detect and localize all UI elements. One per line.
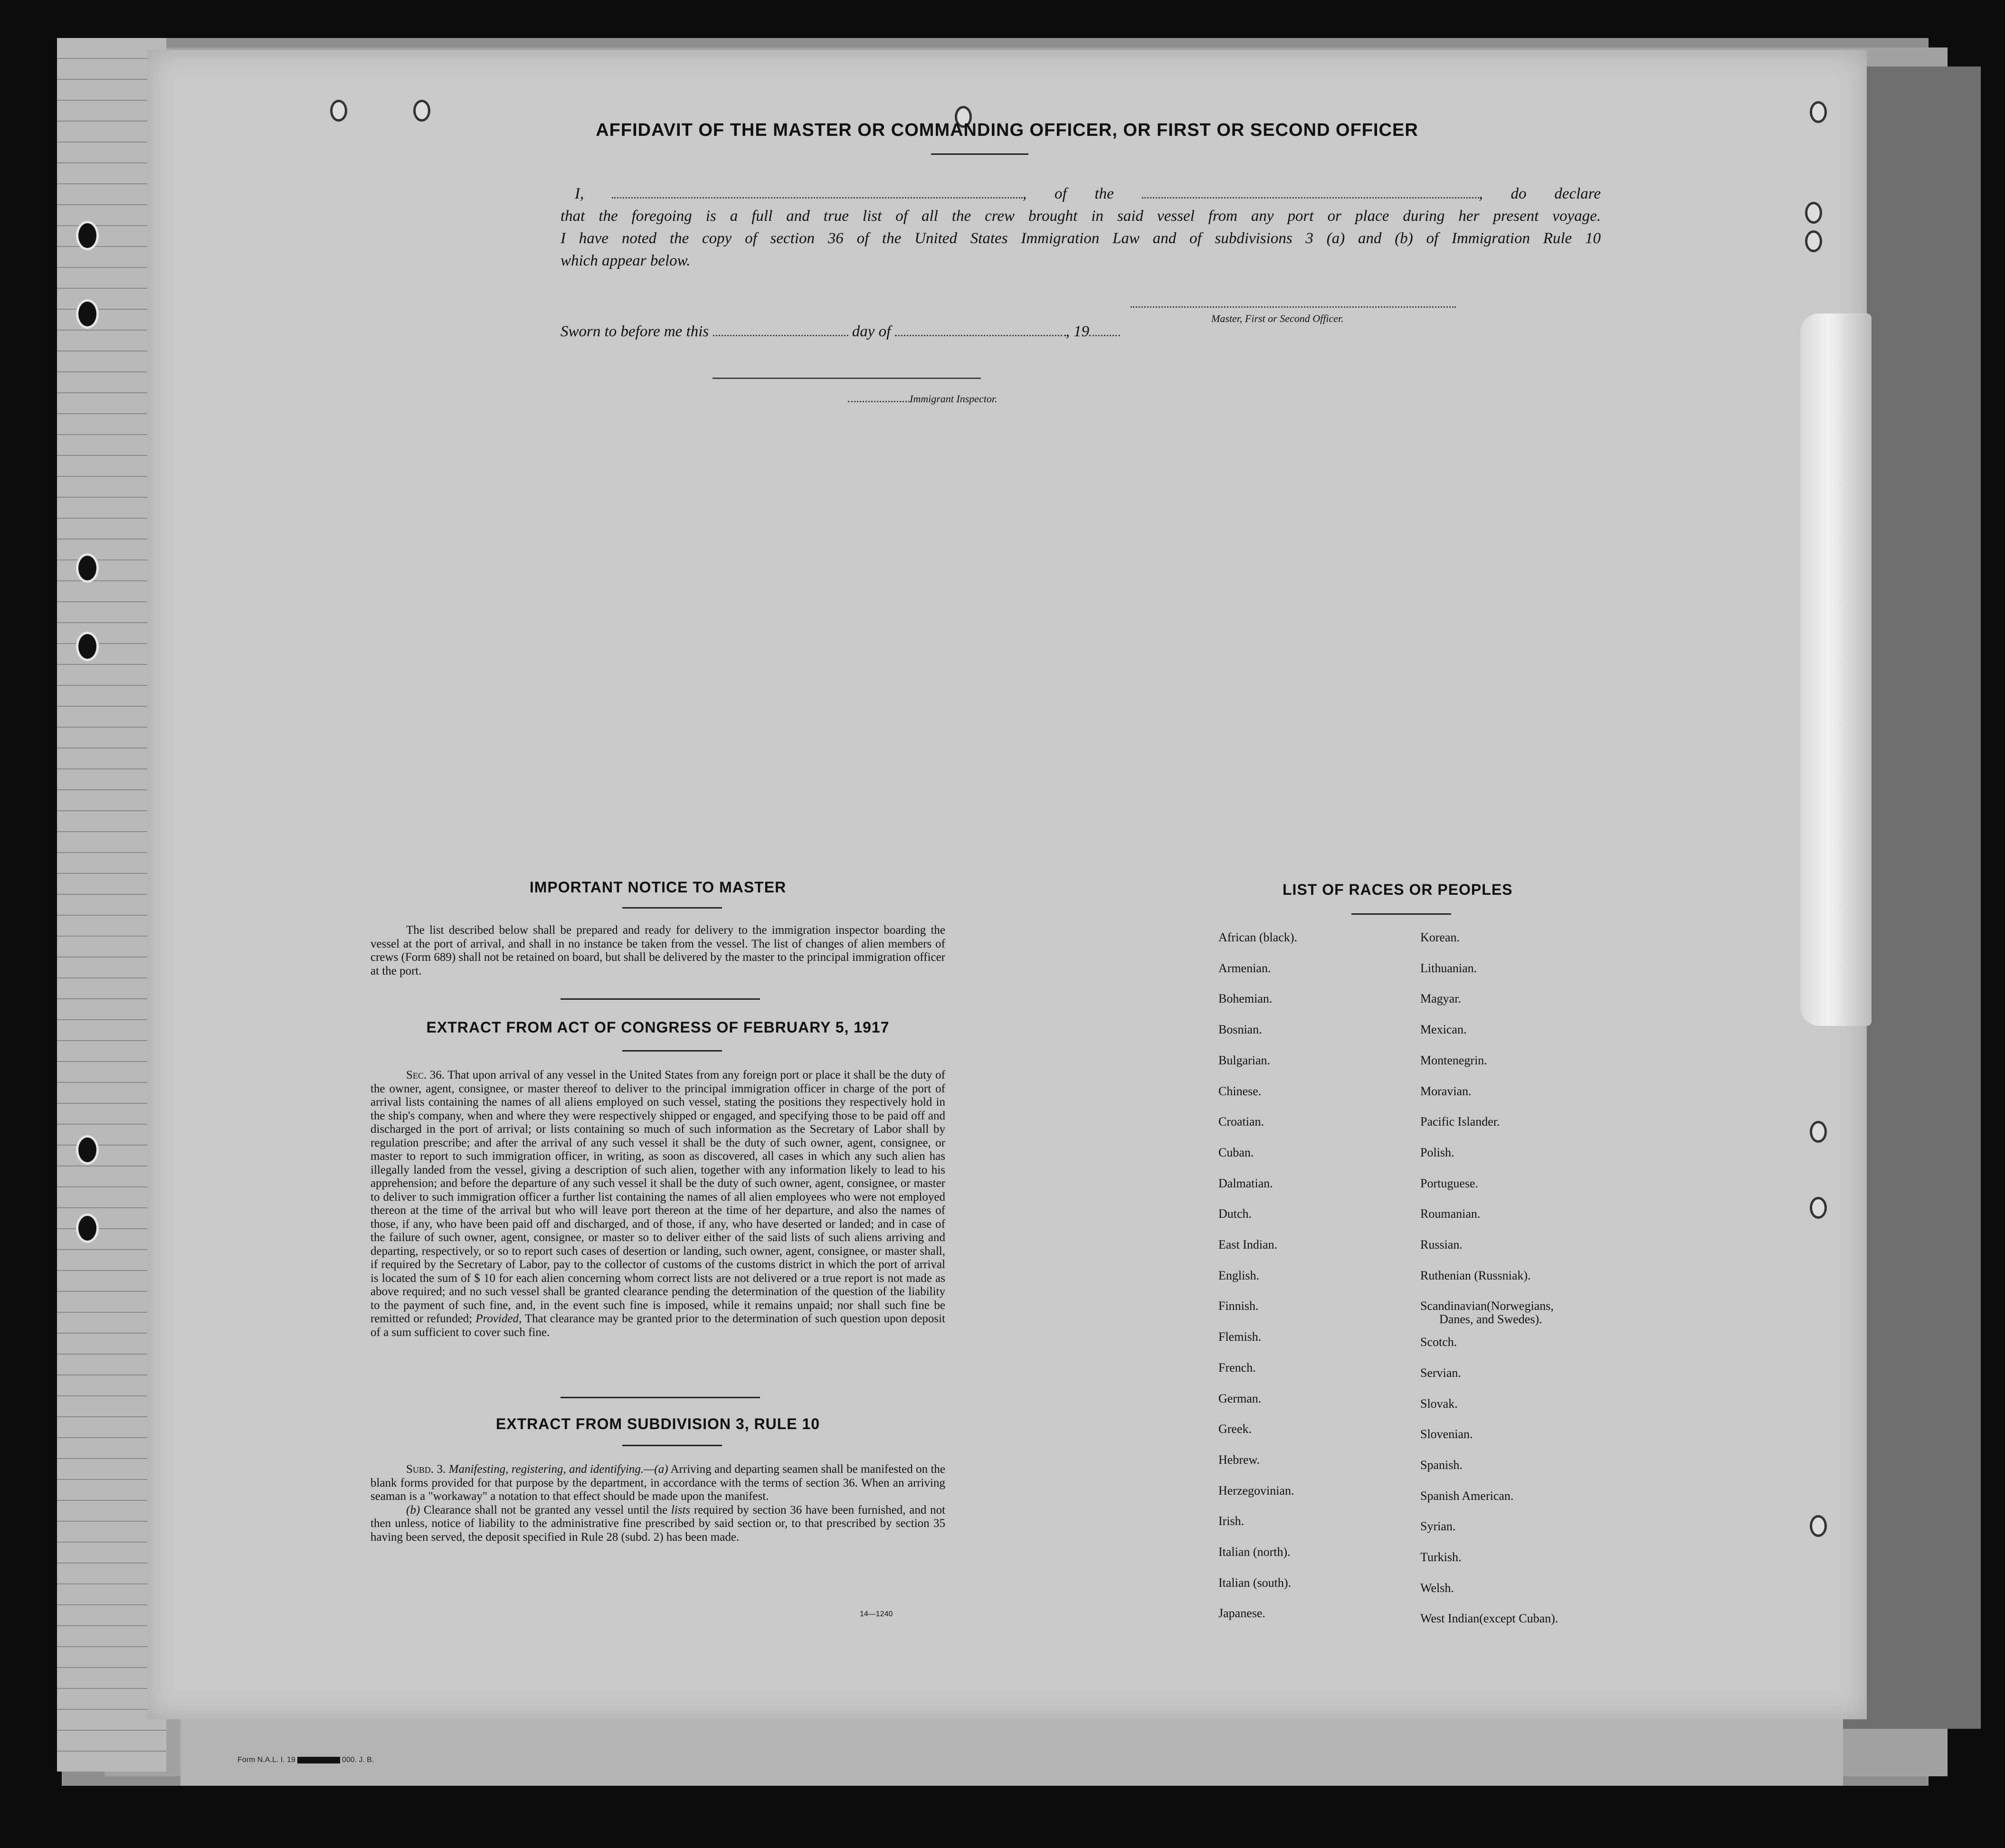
race-item: Croatian. [1218, 1115, 1264, 1129]
race-item: Roumanian. [1420, 1207, 1481, 1221]
punch-hole [1810, 1121, 1827, 1143]
race-item: Cuban. [1218, 1145, 1254, 1159]
rule-extract-title: EXTRACT FROM SUBDIVISION 3, RULE 10 [495, 1415, 820, 1432]
punch-hole [76, 553, 99, 583]
race-item: Greek. [1218, 1422, 1252, 1436]
torn-edge [1800, 313, 1872, 1026]
declaration-line-1: I, , of the , do declare [575, 185, 1601, 202]
declaration-line-2: that the foregoing is a full and true list of all the crew brought in said vessel from any port or place during her present voyage. [561, 208, 1601, 225]
form-code: 14—1240 [860, 1610, 893, 1618]
race-item: Mexican. [1420, 1023, 1467, 1037]
race-item: African (black). [1218, 930, 1298, 944]
punch-hole [76, 221, 99, 250]
races-title: LIST OF RACES OR PEOPLES [1283, 881, 1513, 898]
race-item: Magyar. [1420, 992, 1461, 1006]
race-item: Irish. [1218, 1514, 1245, 1528]
punch-hole [76, 632, 99, 661]
race-item: West Indian(except Cuban). [1420, 1611, 1558, 1626]
affidavit-title: AFFIDAVIT OF THE MASTER OR COMMANDING OFFICER, OR FIRST OR SECOND OFFICER [596, 120, 1418, 140]
punch-hole [330, 100, 347, 122]
punch-hole [413, 100, 430, 122]
rule-extract-text: Subd. 3. Manifesting, registering, and identifying.—(a) Arriving and departing seamen shall be manifested on the blank forms provided for that purpose by the department, in accordance with the terms of section 36. When an arriving seaman is a "workaway" a notation to that effect should be made upon the manifest. (b) Clearance shall not be granted any vessel until the lists required by section 36 have been furnished, and not then unless, notice of liability to the administrative fine prescribed by said section or, to that prescribed by section 35 having been served, the deposit specified in Rule 28 (subd. 2) has been made. [371, 1463, 946, 1544]
rule-extract-rule [622, 1445, 722, 1446]
act-extract-rule [622, 1050, 722, 1052]
race-item: Syrian. [1420, 1519, 1456, 1534]
notice-divider [561, 998, 760, 1000]
master-signature-line[interactable] [1131, 306, 1456, 308]
race-item: East Indian. [1218, 1238, 1278, 1251]
punch-hole [76, 1213, 99, 1243]
inspector-signature-line[interactable] [713, 378, 981, 379]
race-item: Dutch. [1218, 1207, 1252, 1221]
punch-hole [76, 1135, 99, 1165]
punch-hole [1805, 230, 1822, 252]
act-extract-title: EXTRACT FROM ACT OF CONGRESS OF FEBRUARY 5, 1917 [426, 1019, 890, 1036]
declaration-text [561, 183, 1601, 272]
form-number: Form N.A.L. I. 19 000. J. B. [238, 1756, 374, 1764]
notice-rule [622, 907, 722, 909]
vessel-field[interactable] [1142, 197, 1479, 199]
race-item: Spanish American. [1420, 1488, 1514, 1503]
race-item: Flemish. [1218, 1330, 1262, 1344]
sworn-month-field[interactable] [895, 335, 1066, 336]
races-rule [1351, 913, 1451, 915]
race-item: Portuguese. [1420, 1176, 1479, 1190]
race-item: Italian (north). [1218, 1545, 1291, 1559]
race-item: Lithuanian. [1420, 961, 1477, 975]
race-item: Moravian. [1420, 1084, 1472, 1098]
race-item: Armenian. [1218, 961, 1271, 975]
race-item: Polish. [1420, 1145, 1454, 1159]
notice-text: The list described below shall be prepared and ready for delivery to the immigration inspector boarding the vessel at the port of arrival, and shall in no instance be taken from the vessel. The list of changes of alien members of crews (Form 689) shall not be retained on board, but shall be delivered by the master to the principal immigration officer at the port. [371, 924, 945, 977]
declaration-line-4: which appear below. [561, 252, 691, 269]
race-item: Scotch. [1420, 1335, 1457, 1349]
race-item: Finnish. [1218, 1299, 1259, 1313]
punch-hole [1810, 1515, 1827, 1537]
race-item: Welsh. [1420, 1581, 1454, 1595]
race-item: Scandinavian(Norwegians, [1420, 1299, 1554, 1313]
declaration-line-3: I have noted the copy of section 36 of the United States Immigration Law and of subdivisions 3 (a) and (b) of Immigration Rule 10 [561, 230, 1601, 247]
notice-title: IMPORTANT NOTICE TO MASTER [529, 879, 787, 896]
race-item: Chinese. [1218, 1084, 1262, 1098]
race-item: English. [1218, 1268, 1259, 1282]
race-item: Bosnian. [1218, 1023, 1262, 1037]
master-signature-caption: Master, First or Second Officer. [1211, 313, 1344, 324]
act-extract-text: Sec. 36. That upon arrival of any vessel in the United States from any foreign port or place it shall be the duty of the owner, agent, consignee, or master thereof to deliver to the principal immigration officer in charge of the port of arrival lists containing the names of all aliens employed on such vessel, stating the positions they respectively hold in the ship's company, when and where they were respectively shipped or engaged, and specifying those to be paid off and discharged in the port of arrival; or lists containing so much of such information as the Secretary of Labor shall by regulation prescribe; and after the arrival of any such vessel it shall be the duty of such owner, agent, consignee, or master to report to such immigration officer, in writing, as soon as discovered, all cases in which any such alien has illegally landed from the vessel, giving a description of such alien, together with any information likely to lead to his apprehension; and before the departure of any such vessel it shall be the duty of such owner, agent, consignee, or master to deliver to such immigration officer a further list containing the names of all alien employees who were not employed thereon at the time of the arrival but who will leave port thereon at the time of her departure, and also the names of those, if any, who have been paid off and discharged, and of those, if any, who have deserted or landed; and in case of the failure of such owner, agent, consignee, or master so to deliver either of the said lists of such aliens arriving and departing, respectively, or so to report such cases of desertion or landing, such owner, agent, consignee, or master shall, if required by the Secretary of Labor, pay to the collector of customs of the customs district in which the port of arrival is located the sum of $ 10 for each alien concerning whom correct lists are not delivered or a true report is not made as above required; and no such vessel shall be granted clearance pending the determination of the question of the liability to the payment of such fine, and, in the event such fine is imposed, while it remains unpaid; nor shall such fine be remitted or refunded; Provided, That clearance may be granted prior to the determination of such question upon deposit of a sum sufficient to cover such fine. [371, 1069, 945, 1339]
race-item: German. [1218, 1391, 1262, 1405]
race-item: Italian (south). [1218, 1575, 1292, 1590]
rule-divider [561, 1397, 760, 1398]
race-item: Japanese. [1218, 1606, 1265, 1621]
race-item: Turkish. [1420, 1550, 1462, 1564]
race-item: Pacific Islander. [1420, 1115, 1500, 1129]
race-item: Hebrew. [1218, 1452, 1260, 1467]
title-rule [931, 153, 1028, 155]
race-item: French. [1218, 1360, 1256, 1374]
race-item: Herzegovinian. [1218, 1483, 1294, 1497]
race-item: Dalmatian. [1218, 1176, 1273, 1190]
race-item: Ruthenian (Russniak). [1420, 1268, 1531, 1282]
race-item: Montenegrin. [1420, 1053, 1487, 1067]
punch-hole [1810, 1197, 1827, 1219]
race-item-continuation: Danes, and Swedes). [1439, 1312, 1542, 1327]
race-item: Russian. [1420, 1238, 1463, 1251]
race-item: Slovenian. [1420, 1427, 1473, 1441]
race-item: Bulgarian. [1218, 1053, 1271, 1067]
sworn-year-field[interactable] [1089, 335, 1120, 336]
sworn-day-field[interactable] [713, 335, 848, 336]
inspector-caption: Immigrant Inspector. [848, 393, 998, 405]
race-item: Bohemian. [1218, 992, 1273, 1006]
race-item: Slovak. [1420, 1396, 1458, 1411]
affidavit-form-sheet [147, 50, 1867, 1719]
sworn-statement: Sworn to before me this day of , 19 [561, 323, 1120, 341]
race-item: Korean. [1420, 930, 1460, 944]
punch-hole [1805, 202, 1822, 224]
race-item: Servian. [1420, 1365, 1461, 1380]
race-item: Spanish. [1420, 1458, 1463, 1472]
name-field[interactable] [612, 197, 1023, 199]
punch-hole [76, 299, 99, 329]
